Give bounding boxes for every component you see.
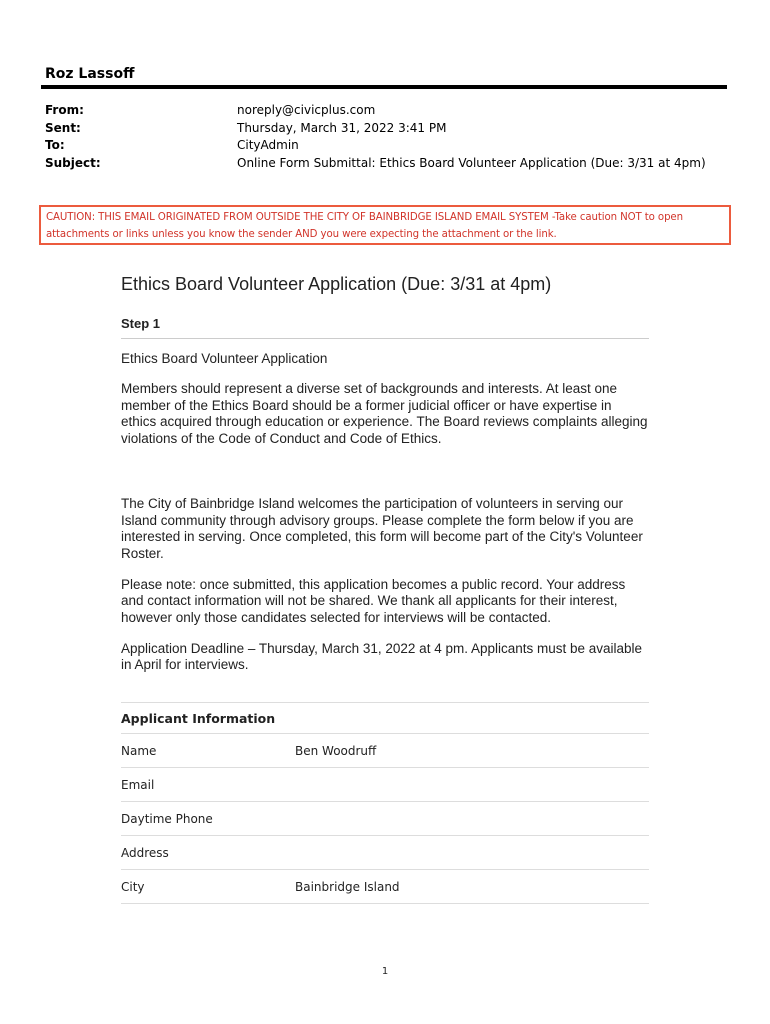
sent-label: Sent: <box>45 120 81 135</box>
subject-label: Subject: <box>45 155 101 170</box>
paragraph-welcome: The City of Bainbridge Island welcomes the participation of volunteers in serving our Island community through advisory groups. Please complete the form below if you are interested in serving. Once completed, this form will become part of the City's Volunteer Roster. <box>121 495 643 561</box>
from-label: From: <box>45 103 84 117</box>
field-row-phone <box>121 802 649 836</box>
form-subtitle: Ethics Board Volunteer Application <box>121 351 328 366</box>
sent-value: Thursday, March 31, 2022 3:41 PM <box>237 120 447 135</box>
field-label: Email <box>121 777 155 792</box>
field-row-email <box>121 768 649 802</box>
caution-line-2: attachments or links unless you know the sender AND you were expecting the attachment or the link. <box>46 229 557 240</box>
to-row <box>45 137 706 155</box>
field-row-address <box>121 836 649 870</box>
field-label: Name <box>121 743 157 758</box>
subject-row <box>45 155 706 173</box>
to-label: To: <box>45 138 65 152</box>
from-row <box>45 102 706 120</box>
paragraph-deadline: Application Deadline – Thursday, March 31, 2022 at 4 pm. Applicants must be available in April for interviews. <box>121 640 643 673</box>
step-heading: Step 1 <box>121 316 649 339</box>
paragraph-note: Please note: once submitted, this application becomes a public record. Your address and contact information will not be shared. We thank all applicants for their interest, however only those candidates selected for interviews will be contacted. <box>121 576 626 626</box>
sender-name: Roz Lassoff <box>45 66 135 82</box>
applicant-information-section <box>121 702 649 904</box>
header-divider <box>41 85 727 89</box>
field-row-city <box>121 870 649 904</box>
subject-value: Online Form Submittal: Ethics Board Volunteer Application (Due: 3/31 at 4pm) <box>237 155 706 170</box>
caution-line-1: CAUTION: THIS EMAIL ORIGINATED FROM OUTSIDE THE CITY OF BAINBRIDGE ISLAND EMAIL SYSTEM -Take caution NOT to open <box>46 212 683 223</box>
field-label: Address <box>121 845 169 860</box>
field-label: City <box>121 879 145 894</box>
paragraph-members: Members should represent a diverse set of backgrounds and interests. At least one member of the Ethics Board should be a former judicial officer or have expertise in ethics acquired through education or experience. The Board reviews complaints alleging violations of the Code of Conduct and Code of Ethics. <box>121 381 648 447</box>
page-number: 1 <box>381 966 389 977</box>
email-headers <box>45 102 706 172</box>
form-title: Ethics Board Volunteer Application (Due: 3/31 at 4pm) <box>121 274 552 294</box>
caution-banner <box>39 205 731 245</box>
sent-row <box>45 120 706 138</box>
form-content <box>121 272 649 904</box>
field-value: Ben Woodruff <box>295 743 377 758</box>
field-row-name <box>121 734 649 768</box>
field-value: Bainbridge Island <box>295 879 400 894</box>
to-value: CityAdmin <box>237 138 299 152</box>
section-title: Applicant Information <box>121 703 649 734</box>
field-label: Daytime Phone <box>121 811 213 826</box>
from-value: noreply@civicplus.com <box>237 103 376 117</box>
